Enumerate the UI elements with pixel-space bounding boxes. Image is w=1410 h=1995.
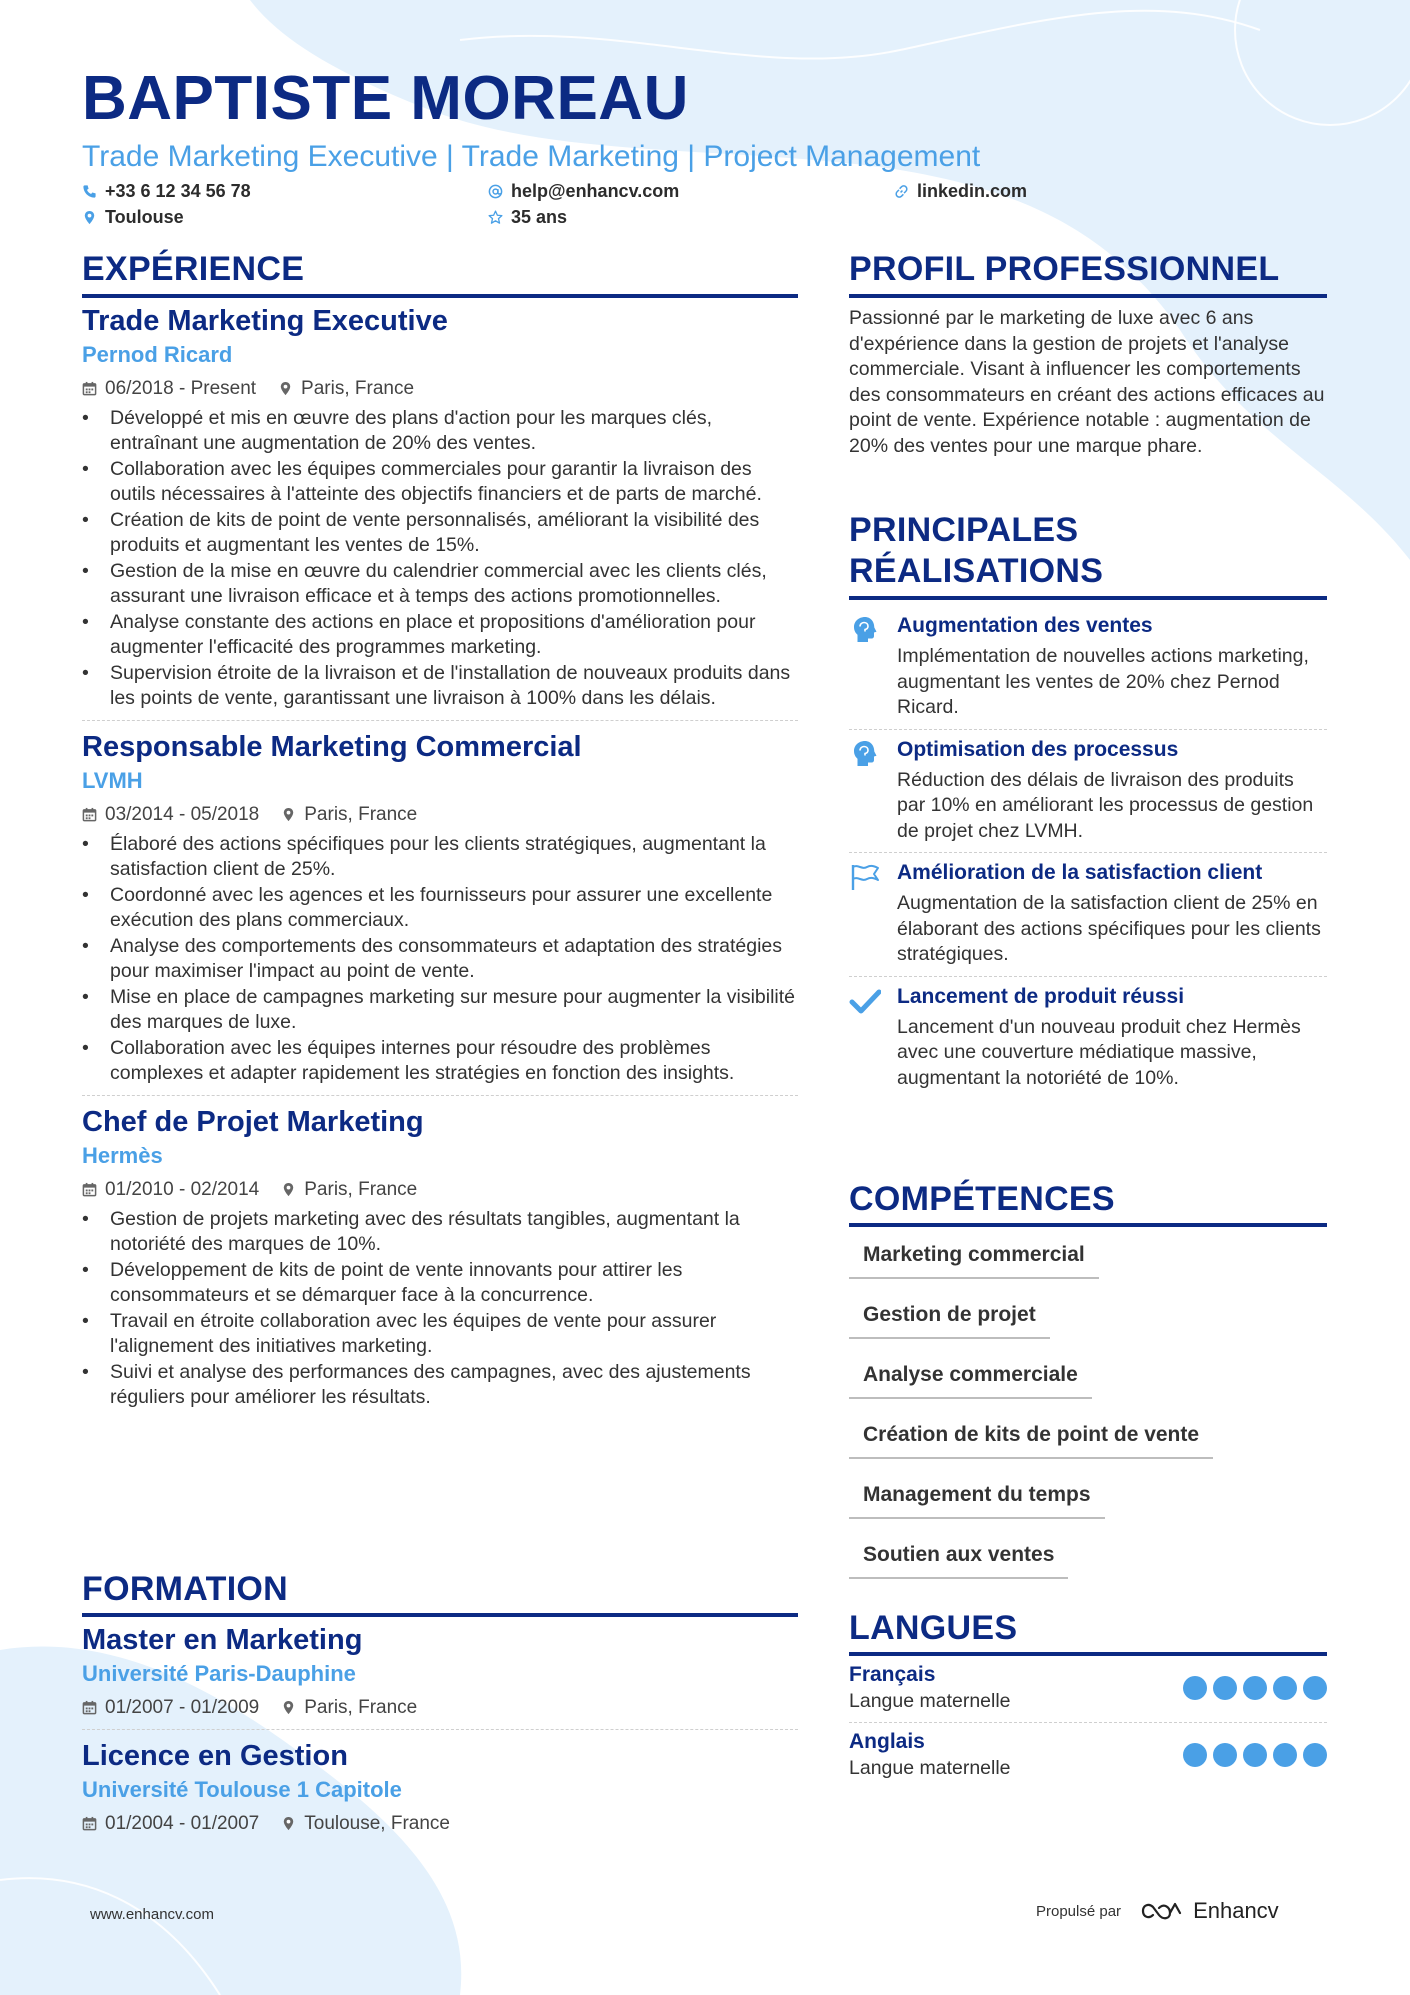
bullet-item: • Suivi et analyse des performances des campagnes, avec des ajustements réguliers pour améliorer les résultats.: [82, 1360, 798, 1411]
rating-dot: [1213, 1743, 1237, 1767]
footer-branding: [1036, 1898, 1279, 1924]
enhancv-logo[interactable]: Enhancv: [1139, 1898, 1279, 1924]
job-entry: [82, 1104, 798, 1411]
section-rule: [849, 1652, 1327, 1656]
location-pin-icon: [281, 1182, 296, 1197]
section-title-languages: LANGUES: [849, 1609, 1018, 1647]
rating-dot: [1303, 1676, 1327, 1700]
company-name: Hermès: [82, 1142, 163, 1168]
section-title-education: FORMATION: [82, 1570, 289, 1608]
job-meta: [82, 376, 798, 402]
job-bullets: [82, 1207, 798, 1411]
powered-by-label: Propulsé par: [1036, 1902, 1122, 1920]
section-rule: [849, 1223, 1327, 1227]
section-title-skills: COMPÉTENCES: [849, 1180, 1115, 1218]
job-bullets: [82, 832, 798, 1087]
languages-list: [849, 1658, 1327, 1787]
section-rule: [849, 596, 1327, 600]
education-list: [82, 1622, 798, 1837]
location-pin-icon: [281, 1700, 296, 1715]
star-icon: [488, 210, 503, 225]
head-icon: [849, 614, 881, 646]
education-meta: [82, 1695, 798, 1721]
job-dates: 01/2010 - 02/2014: [105, 1178, 260, 1200]
skill-tag: Analyse commerciale: [849, 1355, 1092, 1399]
education-dates: 01/2007 - 01/2009: [105, 1696, 260, 1718]
language-level: Langue maternelle: [849, 1690, 1011, 1712]
headline-role-3: Project Management: [703, 140, 981, 173]
section-title-experience: EXPÉRIENCE: [82, 250, 305, 288]
bullet-item: • Développé et mis en œuvre des plans d'action pour les marques clés, entraînant une augmentation de 20% des ventes.: [82, 406, 798, 457]
education-meta: [82, 1811, 798, 1837]
head-icon: [849, 738, 881, 770]
contact-email[interactable]: help@enhancv.com: [488, 181, 679, 202]
location-pin-icon: [82, 210, 97, 225]
bullet-item: • Création de kits de point de vente personnalisés, améliorant la visibilité des produits et augmentant les ventes de 15%.: [82, 508, 798, 559]
achievement-item: [849, 606, 1327, 729]
divider: [82, 1729, 798, 1730]
school-name: Université Toulouse 1 Capitole: [82, 1777, 402, 1803]
education-entry: [82, 1738, 798, 1837]
headline: Trade Marketing Executive | Trade Marketing | Project Management: [82, 140, 981, 173]
phone-icon: [82, 184, 97, 199]
divider: [82, 1095, 798, 1096]
section-rule: [849, 294, 1327, 298]
achievement-title: Lancement de produit réussi: [897, 984, 1185, 1008]
section-rule: [82, 1613, 798, 1617]
achievement-item: [849, 853, 1327, 976]
company-name: Pernod Ricard: [82, 342, 233, 368]
divider: [82, 720, 798, 721]
job-title: Chef de Projet Marketing: [82, 1105, 424, 1138]
check-icon: [849, 985, 881, 1017]
contact-linkedin[interactable]: linkedin.com: [894, 181, 1027, 202]
headline-role-2: Trade Marketing: [461, 140, 679, 173]
achievement-desc: Implémentation de nouvelles actions marketing, augmentant les ventes de 20% chez Pernod Ricard.: [897, 645, 1309, 718]
job-location: Paris, France: [304, 1178, 418, 1200]
rating-dot: [1243, 1743, 1267, 1767]
bullet-item: • Travail en étroite collaboration avec les équipes de vente pour assurer l'alignement des initiatives marketing.: [82, 1309, 798, 1360]
location-pin-icon: [278, 381, 293, 396]
skill-tag: Management du temps: [849, 1475, 1105, 1519]
bullet-item: • Analyse constante des actions en place et propositions d'amélioration pour augmenter l'efficacité des programmes marketing.: [82, 610, 798, 661]
experience-list: [82, 303, 798, 1411]
language-name: Français: [849, 1663, 936, 1686]
job-meta: [82, 802, 798, 828]
achievement-desc: Lancement d'un nouveau produit chez Hermès avec une couverture médiatique massive, augmentant la notoriété de 10%.: [897, 1015, 1301, 1089]
language-item: [849, 1725, 1327, 1787]
job-meta: [82, 1177, 798, 1203]
contact-age: 35 ans: [488, 207, 567, 228]
section-rule: [82, 294, 798, 298]
contact-location: Toulouse: [82, 207, 184, 228]
job-title: Trade Marketing Executive: [82, 305, 448, 337]
job-bullets: [82, 406, 798, 712]
bullet-item: • Gestion de la mise en œuvre du calendrier commercial avec les clients clés, assurant une livraison efficace et à temps des actions promotionnelles.: [82, 559, 798, 610]
company-name: LVMH: [82, 768, 143, 794]
rating-dot: [1273, 1743, 1297, 1767]
education-location: Paris, France: [304, 1696, 418, 1718]
job-title: Responsable Marketing Commercial: [82, 730, 582, 763]
achievement-title: Amélioration de la satisfaction client: [897, 861, 1263, 884]
school-name: Université Paris-Dauphine: [82, 1661, 356, 1687]
headline-role-1: Trade Marketing Executive: [82, 140, 438, 173]
bullet-item: • Analyse des comportements des consommateurs et adaptation des stratégies pour maximiser l'impact au point de vente.: [82, 934, 798, 985]
achievement-title: Optimisation des processus: [897, 737, 1179, 761]
rating-dot: [1273, 1676, 1297, 1700]
language-level: Langue maternelle: [849, 1757, 1011, 1779]
skill-tag: Marketing commercial: [849, 1235, 1099, 1279]
calendar-icon: [82, 381, 97, 396]
candidate-name: BAPTISTE MOREAU: [82, 64, 689, 133]
bullet-item: • Collaboration avec les équipes commerciales pour garantir la livraison des outils nécessaires à l'atteinte des objectifs financiers et de parts de marché.: [82, 457, 798, 508]
achievement-desc: Réduction des délais de livraison des produits par 10% en améliorant les processus de gestion de projet chez LVMH.: [897, 768, 1314, 842]
achievement-desc: Augmentation de la satisfaction client de 25% en élaborant des actions spécifiques pour les clients stratégiques.: [897, 892, 1321, 965]
rating-dot: [1183, 1676, 1207, 1700]
calendar-icon: [82, 1182, 97, 1197]
achievement-list: [849, 606, 1327, 1099]
degree: Licence en Gestion: [82, 1739, 348, 1772]
bullet-item: • Développement de kits de point de vente innovants pour attirer les consommateurs et se démarquer face à la concurrence.: [82, 1258, 798, 1309]
bullet-item: • Élaboré des actions spécifiques pour les clients stratégiques, augmentant la satisfaction client de 25%.: [82, 832, 798, 883]
education-location: Toulouse, France: [304, 1812, 450, 1834]
rating-dot: [1213, 1676, 1237, 1700]
education-dates: 01/2004 - 01/2007: [105, 1812, 260, 1834]
location-pin-icon: [281, 807, 296, 822]
achievement-item: [849, 977, 1327, 1100]
language-rating: [1183, 1743, 1327, 1767]
section-title-profile: PROFIL PROFESSIONNEL: [849, 250, 1280, 288]
skill-tag: Gestion de projet: [849, 1295, 1050, 1339]
enhancv-logo-icon: [1139, 1899, 1185, 1923]
rating-dot: [1303, 1743, 1327, 1767]
skill-tag: Soutien aux ventes: [849, 1535, 1068, 1579]
profile-summary: Passionné par le marketing de luxe avec 6 ans d'expérience dans la gestion de projets et l'analyse commerciale. Visant à influencer les comportements des consommateurs en créant des actions efficaces au point de vente. Expérience notable : augmentation de 20% des ventes pour une marque phare.: [849, 307, 1325, 457]
calendar-icon: [82, 807, 97, 822]
footer-website[interactable]: www.enhancv.com: [90, 1906, 214, 1923]
bullet-item: • Collaboration avec les équipes internes pour résoudre des problèmes complexes et adapter rapidement les stratégies en fonction des insights.: [82, 1036, 798, 1087]
skill-tag: Création de kits de point de vente: [849, 1415, 1213, 1459]
skills-list: [849, 1235, 1327, 1595]
job-location: Paris, France: [304, 803, 418, 825]
rating-dot: [1243, 1676, 1267, 1700]
calendar-icon: [82, 1700, 97, 1715]
job-entry: [82, 303, 798, 712]
education-entry: [82, 1622, 798, 1721]
bullet-item: • Mise en place de campagnes marketing sur mesure pour augmenter la visibilité des marques de luxe.: [82, 985, 798, 1036]
at-icon: [488, 184, 503, 199]
bullet-item: • Gestion de projets marketing avec des résultats tangibles, augmentant la notoriété des marques de 10%.: [82, 1207, 798, 1258]
degree: Master en Marketing: [82, 1624, 363, 1656]
contact-phone[interactable]: +33 6 12 34 56 78: [82, 181, 251, 202]
bullet-item: • Supervision étroite de la livraison et de l'installation de nouveaux produits dans les points de vente, garantissant une livraison à 100% dans les délais.: [82, 661, 798, 712]
achievement-item: [849, 730, 1327, 853]
divider: [849, 1722, 1327, 1723]
job-dates: 06/2018 - Present: [105, 377, 257, 399]
language-rating: [1183, 1676, 1327, 1700]
job-dates: 03/2014 - 05/2018: [105, 803, 260, 825]
section-title-achievements: PRINCIPALES RÉALISATIONS: [849, 511, 1104, 590]
rating-dot: [1183, 1743, 1207, 1767]
flag-icon: [849, 861, 881, 893]
link-icon: [894, 184, 909, 199]
location-pin-icon: [281, 1816, 296, 1831]
job-entry: [82, 729, 798, 1087]
language-item: [849, 1658, 1327, 1720]
calendar-icon: [82, 1816, 97, 1831]
achievement-title: Augmentation des ventes: [897, 614, 1153, 637]
language-name: Anglais: [849, 1730, 925, 1753]
job-location: Paris, France: [301, 377, 415, 399]
bullet-item: • Coordonné avec les agences et les fournisseurs pour assurer une excellente exécution des plans commerciaux.: [82, 883, 798, 934]
